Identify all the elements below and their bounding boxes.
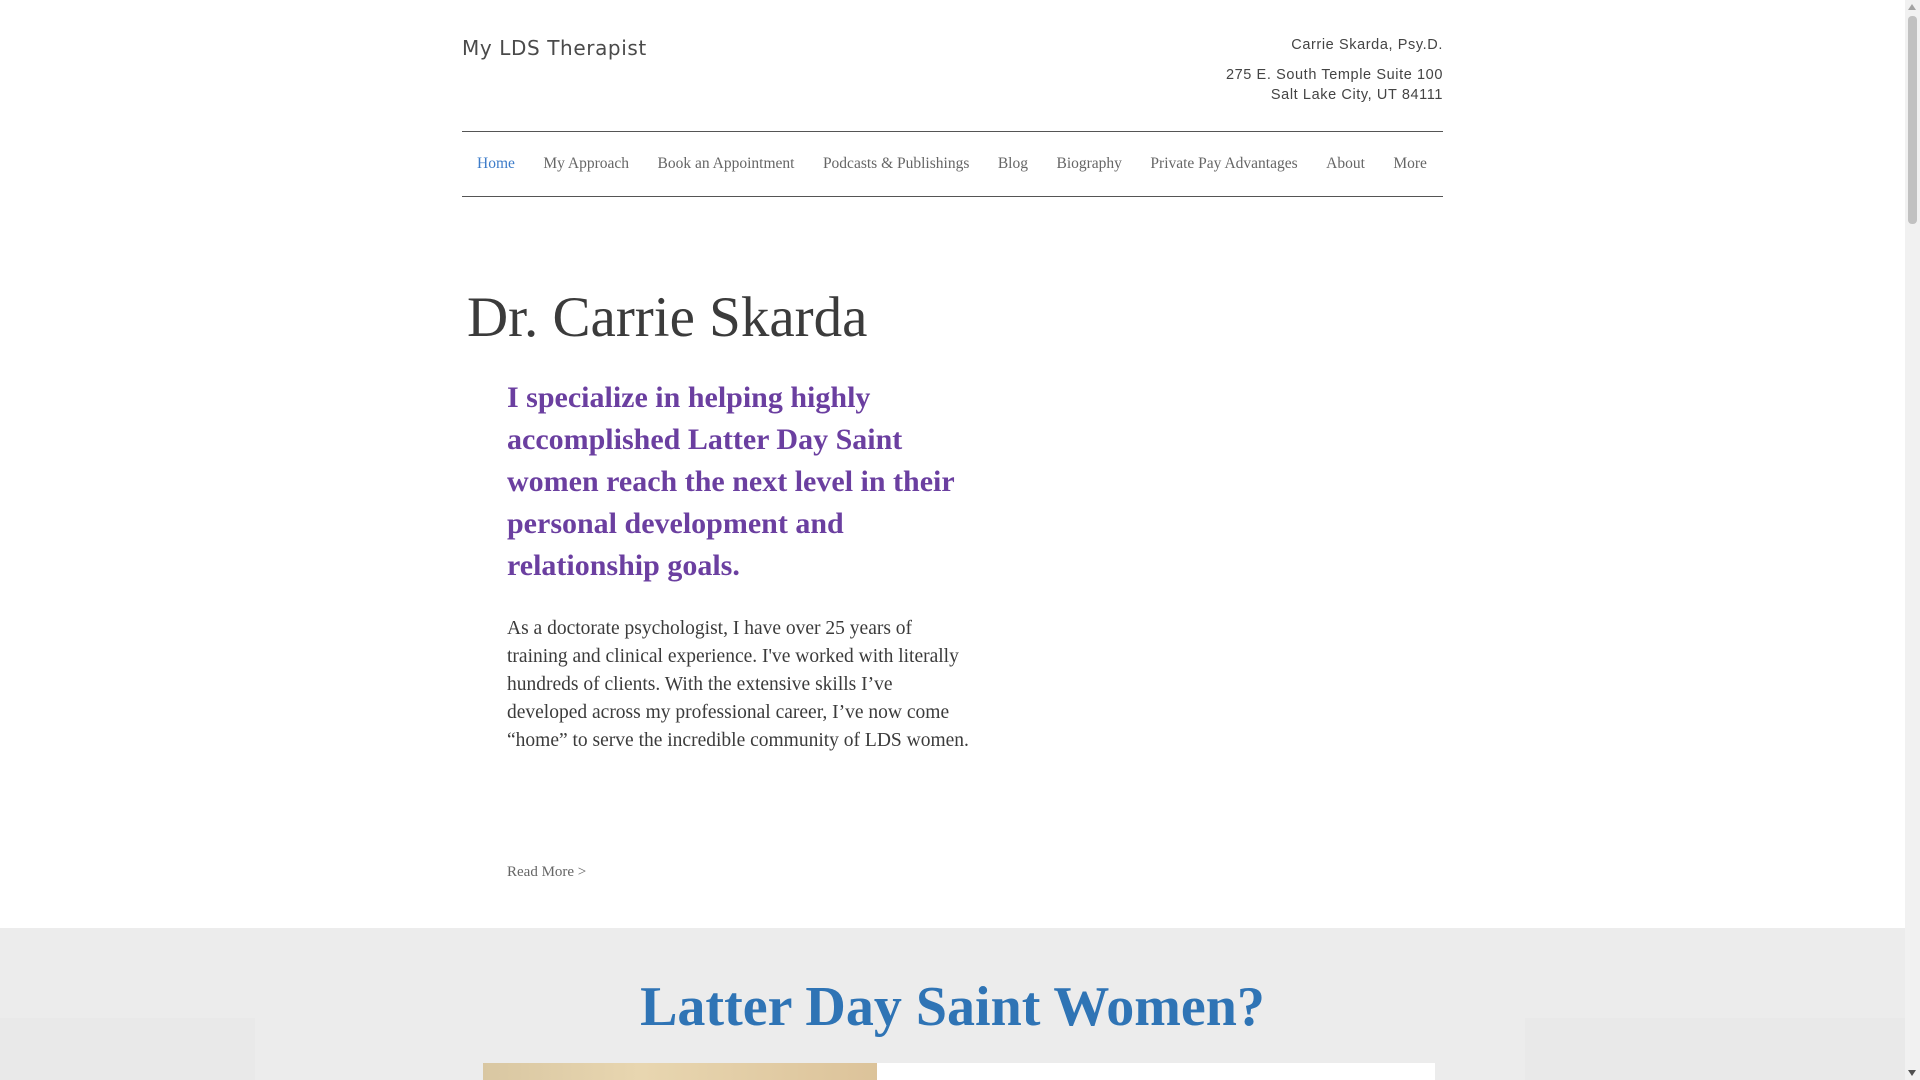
scroll-up-icon[interactable] <box>1908 4 1916 10</box>
nav-item-blog[interactable]: Blog <box>997 155 1028 172</box>
lds-women-section <box>0 928 1905 1080</box>
address-line-1: 275 E. South Temple Suite 100 <box>1225 67 1443 83</box>
nav-item-private-pay[interactable]: Private Pay Advantages <box>1150 155 1298 172</box>
contact-name: Carrie Skarda, Psy.D. <box>1291 37 1443 53</box>
section-title: Latter Day Saint Women? <box>640 976 1265 1038</box>
main-nav <box>462 131 1443 197</box>
scroll-down-icon[interactable] <box>1908 1070 1916 1076</box>
hero-title: Dr. Carrie Skarda <box>467 286 868 349</box>
nav-item-book-appointment[interactable]: Book an Appointment <box>657 155 795 172</box>
scroll-thumb[interactable] <box>1908 16 1917 224</box>
nav-item-biography[interactable]: Biography <box>1056 155 1122 172</box>
nav-item-home[interactable]: Home <box>477 155 515 172</box>
nav-item-my-approach[interactable]: My Approach <box>543 155 630 172</box>
nav-item-about[interactable]: About <box>1326 155 1365 172</box>
read-more-link[interactable]: Read More > <box>507 864 587 880</box>
nav-item-podcasts-publishings[interactable]: Podcasts & Publishings <box>822 155 970 172</box>
nav-item-more[interactable]: More <box>1393 155 1427 172</box>
site-title[interactable]: My LDS Therapist <box>462 36 647 60</box>
hero-body: As a doctorate psychologist, I have over 25 years of training and clinical experience. I've worked with literally hundreds of clients. With the extensive skills I’ve developed across my professional career, I’ve now come “home” to serve the incredible community of LDS women. <box>507 618 969 751</box>
contact-block <box>1226 35 1443 105</box>
section-image <box>483 1063 877 1080</box>
page-scrollbar[interactable] <box>1905 0 1920 1080</box>
section-card <box>877 1063 1435 1080</box>
address-line-2: Salt Lake City, UT 84111 <box>1270 87 1443 103</box>
hero-tagline: I specialize in helping highly accomplished Latter Day Saint women reach the next level in their personal development and relationship goals. <box>507 381 955 582</box>
